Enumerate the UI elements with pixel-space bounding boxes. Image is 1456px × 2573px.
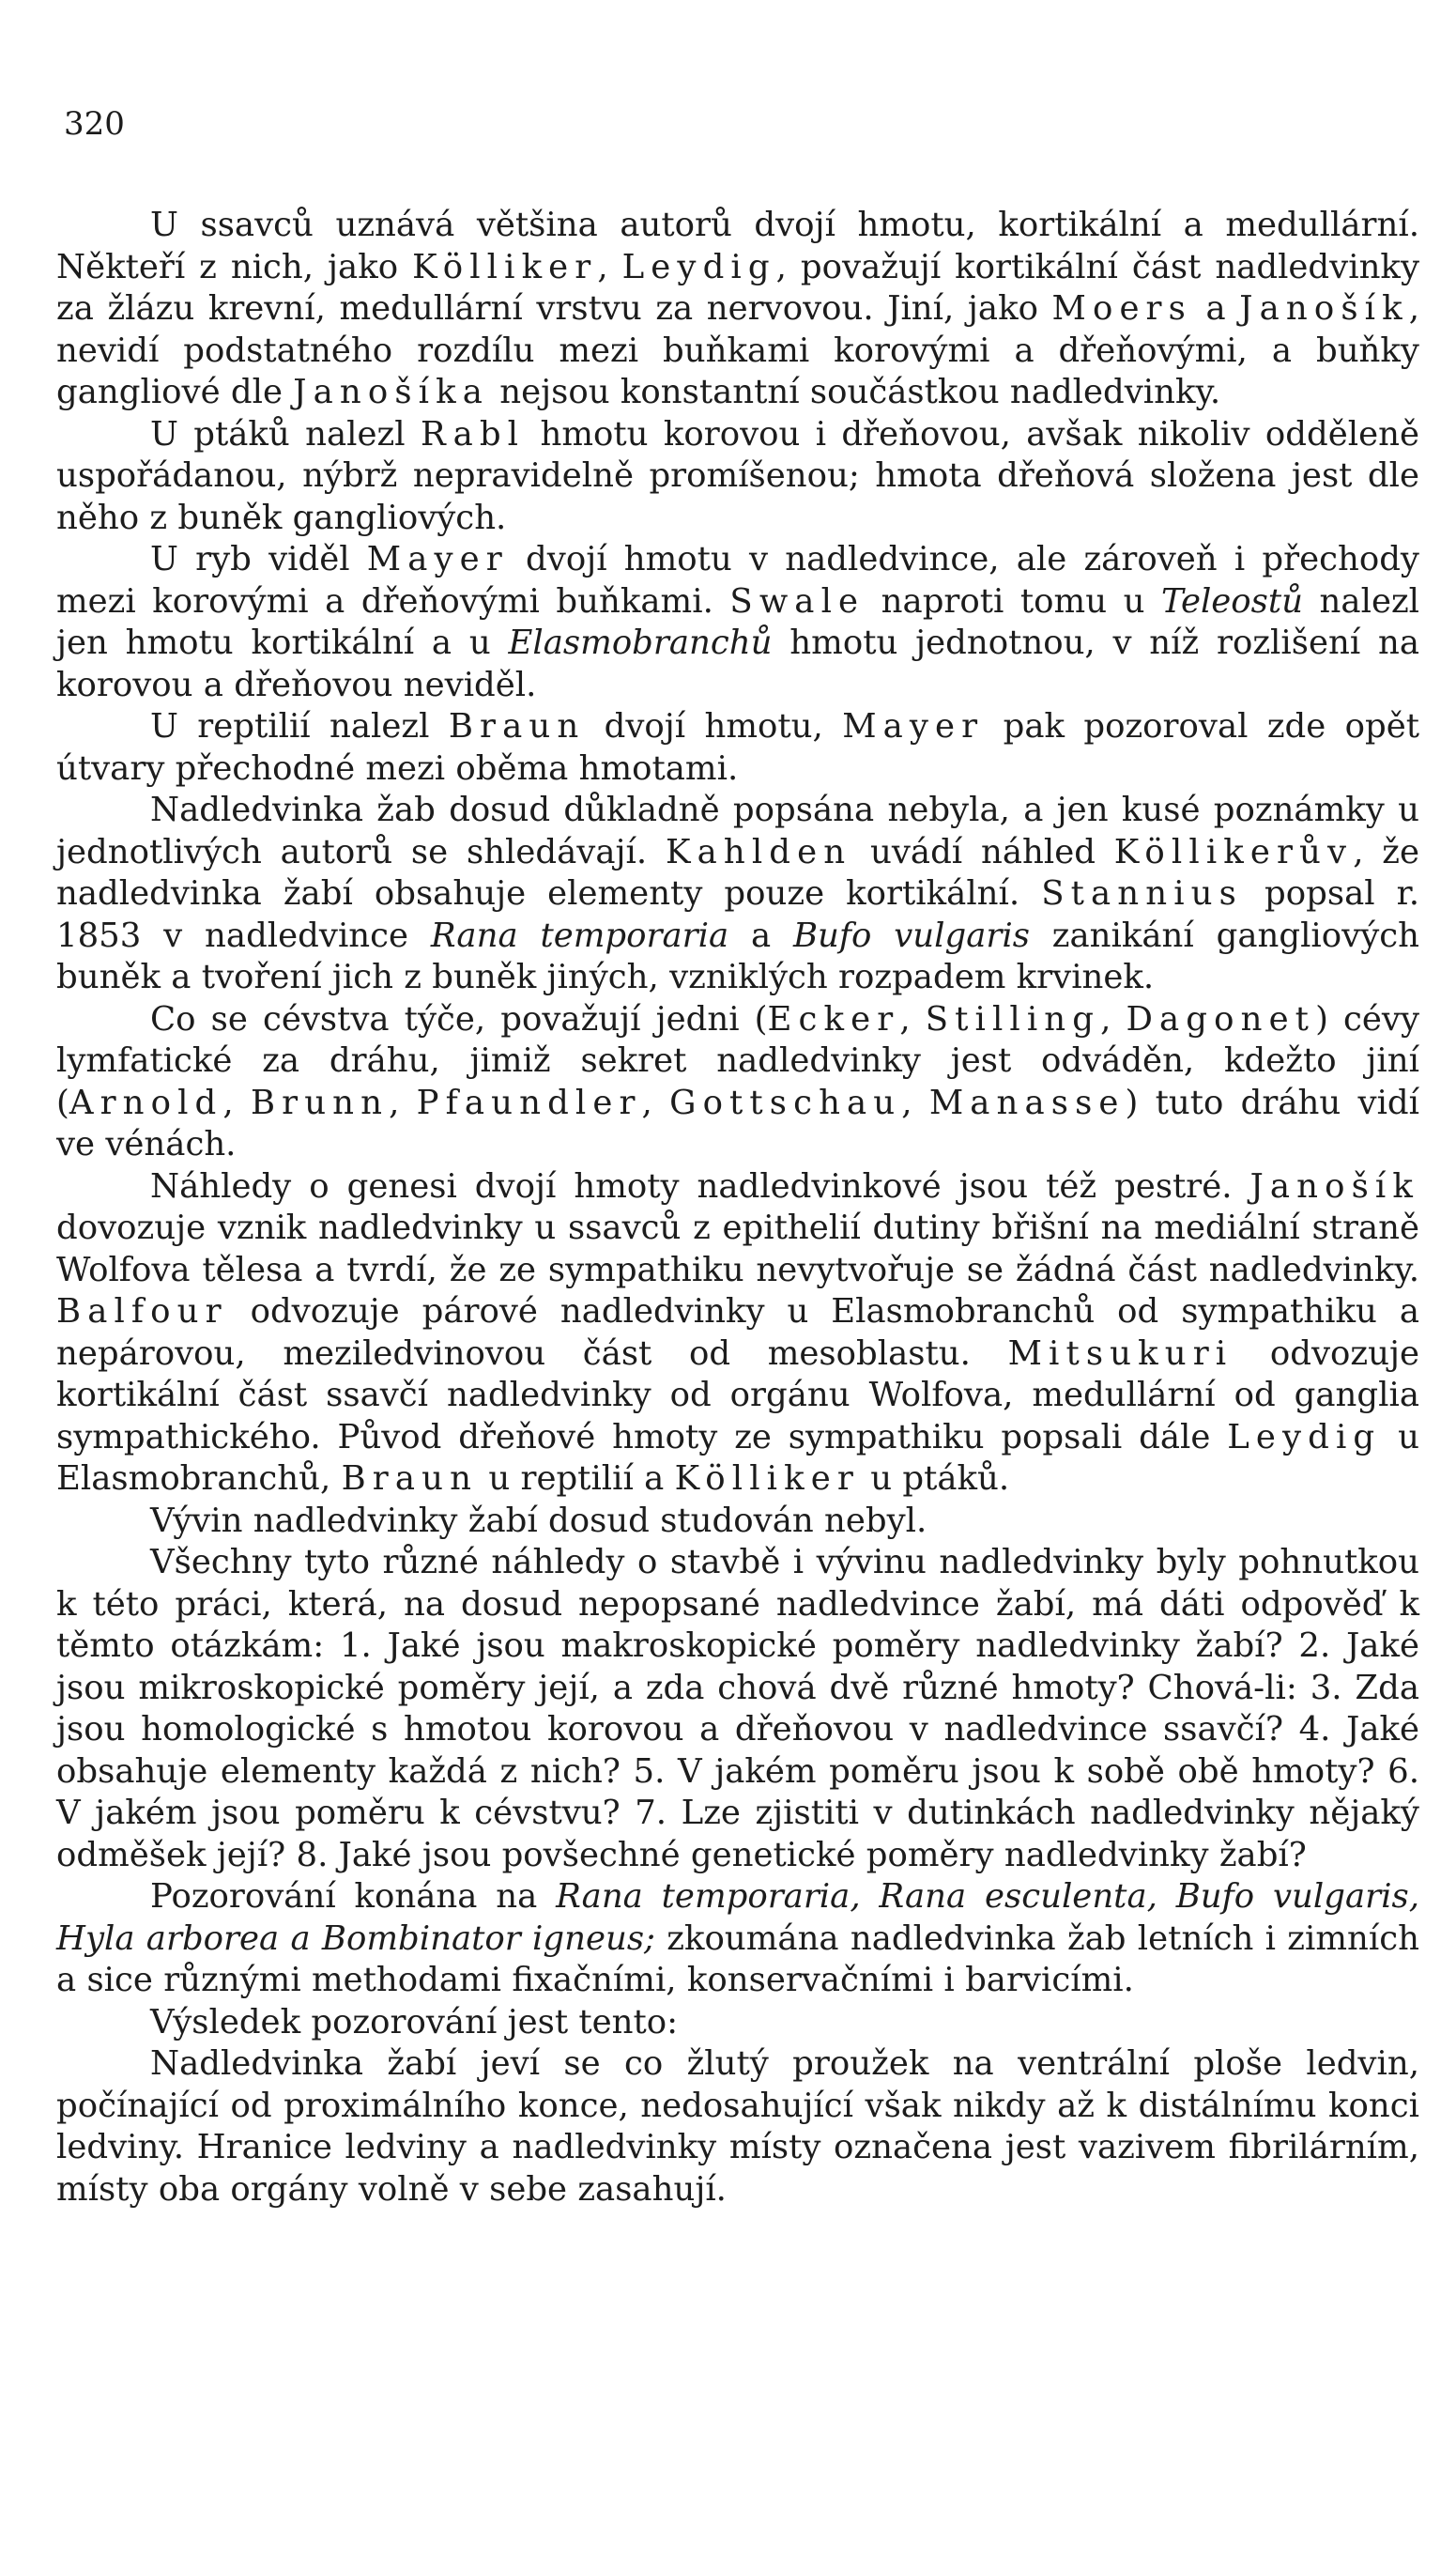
text-run: ) cévy lymfatické za dráhu, jimiž sekret nadledvinky jest odváděn, kdežto jiní ( (56, 999, 1420, 1122)
author-name: Braun (341, 1459, 479, 1498)
species-name: Bufo vulgaris (792, 916, 1030, 955)
text-run: U ssavců uznává většina autorů dvojí hmotu, kortikální a medullární. Někteří z nich, jako (56, 206, 1419, 286)
text-run: u Elasmobranchů, (56, 1417, 1419, 1498)
author-name: Gottschau (669, 1083, 902, 1122)
author-name: Ecker (767, 999, 900, 1039)
text-run: , nevidí podstatného rozdílu mezi buňkami korovými a dřeňovými, a buňky gangliové dle (56, 289, 1419, 411)
text-run: , (641, 1083, 670, 1122)
author-name: Pfaundler (416, 1083, 642, 1122)
text-run: pak pozoroval zde opět útvary přechodné mezi oběma hmotami. (56, 707, 1419, 788)
paragraph (56, 539, 1419, 706)
text-run: Co se cévstva týče, považují jedni ( (150, 999, 768, 1039)
author-name: Janošík (1239, 289, 1409, 328)
paragraph (56, 2002, 1419, 2044)
species-name: Rana temporaria, Rana esculenta, Bufo vulgaris, Hyla arborea a Bombinator igneus; (56, 1877, 1419, 1958)
text-run: nalezl jen hmotu kortikální a u (56, 581, 1420, 662)
author-name: Janošík (1249, 1166, 1419, 1206)
author-name: Braun (448, 707, 586, 746)
text-run: dvojí hmotu v nadledvince, ale zároveň i přechody mezi korovými a dřeňovými buňkami. (56, 540, 1419, 621)
body-text (56, 205, 1419, 2211)
text-run: zkoumána nadledvinka žab letních i zimních a sice různými methodami fixačními, konservačními i barvicími. (56, 1918, 1419, 1999)
author-name: Mitsukuri (1007, 1333, 1234, 1373)
text-run: hmotu korovou i dřeňovou, avšak nikoliv odděleně uspořádanou, nýbrž nepravidelně promíšenou; hmota dřeňová složena jest dle něho z buněk gangliových. (56, 414, 1419, 537)
text-run: Vývin nadledvinky žabí dosud studován nebyl. (150, 1501, 927, 1540)
author-name: Mayer (842, 707, 985, 746)
author-name: Kahlden (665, 832, 852, 871)
author-name: Rabl (420, 414, 526, 454)
text-run: , (222, 1083, 251, 1122)
text-run: , (597, 247, 622, 286)
text-run: Pozorování konána na (150, 1877, 557, 1916)
author-name: Janošíka (293, 373, 489, 411)
author-name: Stannius (1041, 874, 1243, 913)
species-name: Teleostů (1161, 581, 1304, 621)
author-name: Arnold (69, 1083, 223, 1122)
paragraph (56, 1542, 1419, 1876)
author-name: Stilling (925, 999, 1101, 1039)
author-name: Leydig (1227, 1417, 1382, 1456)
species-name: Elasmobranchů (508, 624, 773, 662)
author-name: Moers (1051, 289, 1192, 328)
text-run: uvádí náhled (851, 832, 1114, 871)
text-run: odvozuje párové nadledvinky u Elasmobranchů od sympathiku a nepárovou, meziledvinovou část od mesoblastu. (56, 1292, 1419, 1373)
author-name: Kölliker (674, 1459, 860, 1498)
text-run: , považují kortikální část nadledvinky za žlázu krevní, medullární vrstvu za nervovou. Jiní, jako (56, 247, 1420, 328)
text-run: zanikání gangliových buněk a tvoření jich z buněk jiných, vzniklých rozpadem krvinek. (56, 916, 1420, 996)
paragraph (56, 414, 1419, 540)
paragraph (56, 1166, 1419, 1501)
text-run: hmotu jednotnou, v níž rozlišení na korovou a dřeňovou neviděl. (56, 624, 1419, 704)
author-name: Leydig (621, 247, 776, 286)
author-name: Swale (729, 581, 866, 621)
text-run: , že nadledvinka žabí obsahuje elementy pouze kortikální. (56, 832, 1419, 913)
author-name: Manasse (928, 1083, 1126, 1122)
text-run: dvojí hmotu, (585, 707, 843, 746)
page-number: 320 (64, 105, 125, 143)
paragraph (56, 2043, 1419, 2211)
author-name: Köllikerův (1113, 832, 1354, 871)
paragraph (56, 1876, 1419, 2002)
author-name: Dagonet (1126, 999, 1316, 1039)
species-name: Rana temporaria (430, 916, 729, 955)
text-run: dovozuje vznik nadledvinky u ssavců z epithelií dutiny břišní na mediální straně Wolfova tělesa a tvrdí, že ze sympathiku nevytvořuje se žádná část nadledvinky. (56, 1209, 1419, 1289)
text-run: , (901, 1083, 929, 1122)
text-run: Všechny tyto různé náhledy o stavbě i vývinu nadledvinky byly pohnutkou k této práci, která, na dosud nepopsané nadledvince žabí, má dáti odpověď k těmto otázkám: 1. Jaké jsou makroskopické poměry nadledvinky žabí? 2. Jaké jsou mikroskopické poměry její, a zda chová dvě různé hmoty? Chová-li: 3. Zda jsou homologické s hmotou korovou a dřeňovou v nadledvince ssavčí? 4. Jaké obsahuje elementy každá z nich? 5. V jakém poměru jsou k sobě obě hmoty? 6. V jakém jsou poměru k cévstvu? 7. Lze zjistiti v dutinkách nadledvinky nějaký odměšek její? 8. Jaké jsou povšechné genetické poměry nadledvinky žabí? (56, 1543, 1419, 1874)
text-run: popsal r. 1853 v nadledvince (56, 874, 1420, 955)
text-run: , (1100, 999, 1126, 1039)
author-name: Balfour (56, 1292, 228, 1331)
paragraph (56, 1501, 1419, 1543)
text-run: U reptilií nalezl (150, 707, 449, 746)
paragraph (56, 999, 1419, 1166)
text-run: , (389, 1083, 417, 1122)
text-run: U ptáků nalezl (150, 414, 421, 454)
text-run: ) tuto dráhu vidí ve vénách. (56, 1083, 1420, 1163)
text-run: Náhledy o genesi dvojí hmoty nadledvinkové jsou též pestré. (150, 1166, 1250, 1206)
text-run: nejsou konstantní součástkou nadledvinky. (488, 373, 1221, 411)
text-run: a (1191, 289, 1240, 328)
text-run: naproti tomu u (865, 581, 1162, 621)
text-run: a (728, 916, 793, 955)
text-run: Nadledvinka žab dosud důkladně popsána nebyla, a jen kusé poznámky u jednotlivých autorů se shledávají. (56, 791, 1419, 871)
text-run: Nadledvinka žabí jeví se co žlutý proužek na ventrální ploše ledvin, počínající od proximálního konce, nedosahující však nikdy až k distálnímu konci ledviny. Hranice ledviny a nadledvinky místy označena jest vazivem fibrilárním, místy oba orgány volně v sebe zasahují. (56, 2044, 1419, 2209)
text-run: , (899, 999, 926, 1039)
text-run: U ryb viděl (150, 540, 367, 578)
author-name: Brunn (250, 1083, 390, 1122)
author-name: Mayer (366, 540, 509, 578)
paragraph (56, 205, 1419, 414)
paragraph (56, 790, 1419, 999)
text-run: Výsledek pozorování jest tento: (150, 2002, 679, 2041)
text-run: u ptáků. (859, 1459, 1010, 1498)
paragraph (56, 706, 1419, 790)
text-run: odvozuje kortikální část ssavčí nadledvinky od orgánu Wolfova, medullární od ganglia sympathického. Původ dřeňové hmoty ze sympathiku popsali dále (56, 1333, 1419, 1456)
text-run: u reptilií a (478, 1459, 675, 1498)
author-name: Kölliker (412, 247, 598, 286)
